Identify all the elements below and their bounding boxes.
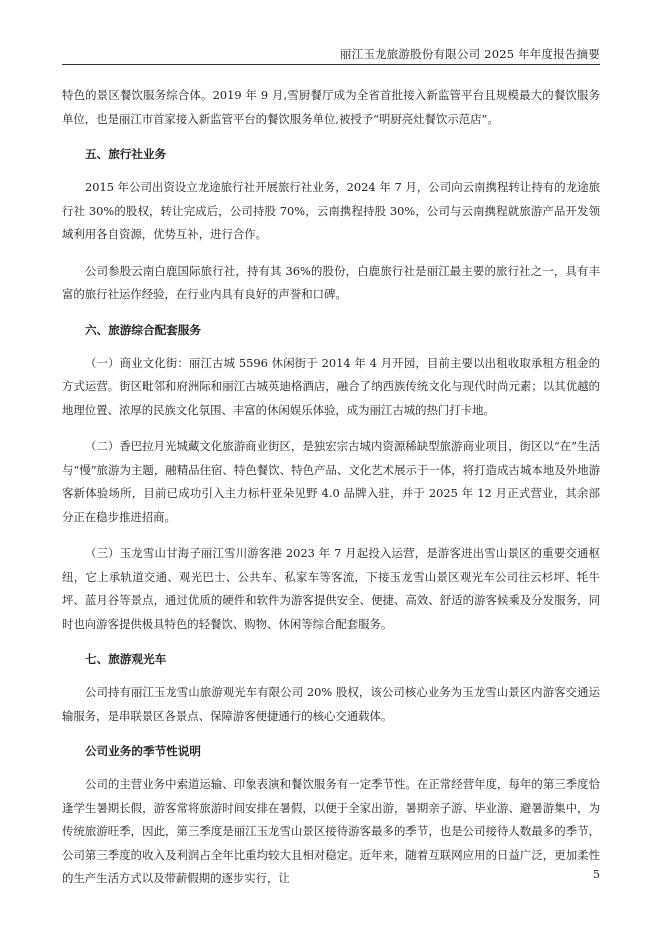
paragraph-sightseeing-bus: 公司持有丽江玉龙雪山旅游观光车有限公司 20% 股权，该公司核心业务为玉龙雪山景区内游客交通运输服务，是串联景区各景点、保障游客便捷通行的核心交通载体。: [62, 685, 600, 723]
paragraph-seasonality: 公司的主营业务中索道运输、印象表演和餐饮服务有一定季节性。在正常经营年度，每年的第三季度恰逢学生暑期长假，游客常将旅游时间安排在暑假，以便于全家出游，暑期亲子游、毕业游、避暑游集中，为传统旅游旺季，因此，第三季度是丽江玉龙雪山景区接待游客最多的季节，也是公司接待人数最多的季节，公司第三季度的收入及利润占全年比重均较大且相对稳定。近年来，随着互联网应用的日益广泛，更加柔性的生产生活方式以及带薪假期的逐步实行，让: [62, 777, 600, 885]
report-header: 丽江玉龙旅游股份有限公司 2025 年年度报告摘要: [339, 47, 600, 61]
page-number: 5: [593, 868, 600, 881]
section-heading-sightseeing-bus: 七、旅游观光车: [85, 652, 167, 666]
section-heading-travel-agency: 五、旅行社业务: [85, 147, 167, 161]
paragraph-longtu-agency: 2015 年公司出资设立龙途旅行社开展旅行社业务，2024 年 7 月，公司向云南携程转让持有的龙途旅行社 30%的股权，转让完成后，公司持股 70%，云南携程持股 30%，公司与云南携程就旅游产品开发领域利用各自资源，优势互补，进行合作。: [62, 180, 600, 241]
section-heading-supporting-services: 六、旅游综合配套服务: [85, 322, 201, 337]
paragraph-catering-continued: 特色的景区餐饮服务综合体。2019 年 9 月,雪厨餐厅成为全省首批接入新监管平台且规模最大的餐饮服务单位，也是丽江市首家接入新监管平台的餐饮服务单位,被授予“明厨亮灶餐饮示范店”。: [62, 88, 600, 126]
page-body: [62, 84, 600, 904]
paragraph-visitor-port: （三）玉龙雪山甘海子丽江雪川游客港 2023 年 7 月起投入运营，是游客进出雪山景区的重要交通枢纽，它上承轨道交通、观光巴士、公共车、私家车等客流，下接玉龙雪山景区观光车公司往云杉坪、牦牛坪、蓝月谷等景点，通过优质的硬件和软件为游客提供安全、便捷、高效、舒适的游客候乘及分发服务，同时也向游客提供极具特色的轻餐饮、购物、休闲等综合配套服务。: [62, 546, 600, 631]
paragraph-commercial-street: （一）商业文化街：丽江古城 5596 休闲街于 2014 年 4 月开园，目前主要以出租收取承租方租金的方式运营。街区毗邻和府洲际和丽江古城英迪格酒店，融合了纳西族传统文化与现代时尚元素；以其优越的地理位置、浓厚的民族文化氛围、丰富的休闲娱乐体验，成为丽江古城的热门打卡地。: [62, 355, 600, 417]
header-divider: [62, 64, 600, 65]
section-heading-seasonality: 公司业务的季节性说明: [85, 744, 201, 758]
paragraph-bailu-agency: 公司参股云南白鹿国际旅行社，持有其 36%的股份，白鹿旅行社是丽江最主要的旅行社之一，具有丰富的旅行社运作经验，在行业内具有良好的声誉和口碑。: [62, 263, 600, 301]
paragraph-shangri-la-district: （二）香巴拉月光城藏文化旅游商业街区，是独宏宗古城内资源稀缺型旅游商业项目，街区以“在”生活与“慢”旅游为主题，融精品住宿、特色餐饮、特色产品、文化艺术展示于一体，将打造成古城本地及外地游客新体验场所，目前已成功引入主力标杆亚朵见野 4.0 品牌入驻，并于 2025 年 12 月正式营业，其余部分正在稳步推进招商。: [62, 439, 600, 524]
